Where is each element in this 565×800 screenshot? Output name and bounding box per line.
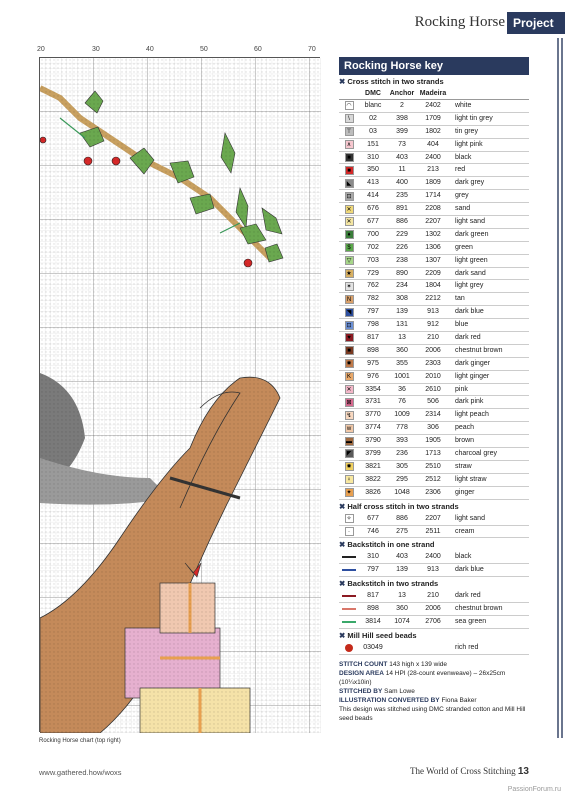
key-row: ⊡ 798 131 912 blue (339, 319, 529, 332)
symbol-swatch: ⊡ (346, 322, 352, 329)
key-row: ✕ 677 886 2207 light sand (339, 216, 529, 229)
key-row: ◠ blanc 2 2402 white (339, 100, 529, 113)
magazine-name: The World of Cross Stitching (410, 766, 516, 776)
key-row: ■ 898 360 2006 chestnut brown (339, 345, 529, 358)
key-row: ✸ 3821 305 2510 straw (339, 461, 529, 474)
symbol-swatch: ✦ (346, 490, 352, 497)
watermark: PassionForum.ru (507, 786, 561, 793)
key-section-title: ✖ Half cross stitch in two strands (339, 501, 459, 511)
key-row: 898 360 2006 chestnut brown (339, 603, 529, 616)
symbol-swatch: ✕ (346, 219, 352, 226)
backstitch-swatch (342, 569, 356, 571)
axis-tick: 40 (146, 46, 154, 53)
key-header: DMC Anchor Madeira (339, 88, 529, 100)
key-row: K 976 1001 2010 light ginger (339, 371, 529, 384)
symbol-swatch: \ (345, 114, 354, 123)
symbol-swatch: ◥ (345, 308, 354, 317)
key-row: ∧ 151 73 404 light pink (339, 139, 529, 152)
footer-magazine (410, 766, 529, 777)
symbol-swatch: ∧ (345, 140, 354, 149)
symbol-swatch: ◤ (345, 449, 354, 458)
symbol-swatch: ↯ (346, 412, 352, 419)
symbol-swatch: ✶ (346, 283, 352, 290)
key-section-title: ✖ Backstitch in two strands (339, 579, 439, 589)
symbol-swatch: ⊠ (346, 399, 352, 406)
key-row: ♥ 817 13 210 dark red (339, 332, 529, 345)
cross-stitch-chart (39, 57, 320, 732)
axis-tick: 60 (254, 46, 262, 53)
key-row: ✕ 676 891 2208 sand (339, 203, 529, 216)
key-table (339, 76, 529, 655)
stitched-by: Sam Lowe (384, 688, 415, 695)
key-row: 817 13 210 dark red (339, 590, 529, 603)
key-row: ⊤ 03 399 1802 tin grey (339, 126, 529, 139)
binding-edge (557, 38, 565, 738)
symbol-swatch: ★ (346, 271, 352, 278)
key-row: ⊠ 3731 76 506 dark pink (339, 396, 529, 409)
symbol-swatch: ✕ (346, 387, 352, 394)
key-row: · 746 275 2511 cream (339, 526, 529, 539)
key-row: ■ 310 403 2400 black (339, 152, 529, 165)
key-row: \ 02 398 1709 light tin grey (339, 113, 529, 126)
key-row: ✕ 3354 36 2610 pink (339, 384, 529, 397)
key-title: Rocking Horse key (339, 57, 529, 75)
symbol-swatch: ✕ (346, 206, 352, 213)
stitched-by-label: STITCHED BY (339, 688, 383, 695)
section-badge: Project (507, 12, 565, 34)
key-row: ✸ 975 355 2303 dark ginger (339, 358, 529, 371)
materials-note: This design was stitched using DMC stranded cotton and Mill Hill seed beads (339, 706, 526, 722)
symbol-swatch: ▽ (345, 256, 354, 265)
key-row: 03049 rich red (339, 642, 529, 655)
backstitch-swatch (342, 595, 356, 597)
project-details (339, 660, 529, 723)
key-row: 3814 1074 2706 sea green (339, 616, 529, 629)
symbol-swatch: ♀ (345, 475, 354, 484)
key-row: ♀ 3822 295 2512 light straw (339, 474, 529, 487)
symbol-swatch: ♥ (345, 333, 354, 342)
key-section-title: ✖ Mill Hill seed beads (339, 630, 417, 640)
illustration-by: Fiona Baker (441, 697, 477, 704)
symbol-swatch: ▬ (346, 438, 352, 445)
key-row: w 3774 778 306 peach (339, 422, 529, 435)
key-row: ⊡ 414 235 1714 grey (339, 190, 529, 203)
symbol-swatch: ⊤ (346, 129, 352, 136)
key-section-title: ✖ Cross stitch in two strands (339, 77, 444, 86)
backstitch-swatch (342, 556, 356, 558)
key-row: $ 702 226 1306 green (339, 242, 529, 255)
key-section-title: ✖ Backstitch in one strand (339, 540, 435, 550)
symbol-swatch: ■ (345, 153, 354, 162)
symbol-swatch: ◣ (345, 179, 354, 188)
backstitch-swatch (342, 608, 356, 610)
design-area-label: DESIGN AREA (339, 670, 384, 677)
page-header (0, 10, 565, 36)
key-row: ◤ 3799 236 1713 charcoal grey (339, 448, 529, 461)
symbol-swatch: K (345, 372, 354, 381)
key-row: N 782 308 2212 tan (339, 293, 529, 306)
axis-tick: 30 (92, 46, 100, 53)
key-row: ↯ 3770 1009 2314 light peach (339, 409, 529, 422)
key-row: ▬ 3790 393 1905 brown (339, 435, 529, 448)
key-row: ✧ 677 886 2207 light sand (339, 513, 529, 526)
symbol-swatch: ✸ (346, 361, 352, 368)
backstitch-swatch (342, 621, 356, 623)
symbol-swatch: ■ (345, 166, 354, 175)
symbol-swatch: ■ (345, 346, 354, 355)
key-row: ▽ 703 238 1307 light green (339, 255, 529, 268)
symbol-swatch: ⊡ (346, 193, 352, 200)
symbol-swatch: N (345, 295, 354, 304)
symbol-swatch: · (345, 527, 354, 536)
page-title: Rocking Horse (414, 14, 505, 30)
key-row: ★ 729 890 2209 dark sand (339, 268, 529, 281)
symbol-swatch: w (345, 424, 354, 433)
stitch-count-label: STITCH COUNT (339, 661, 388, 668)
stitch-count: 143 high x 139 wide (389, 661, 448, 668)
page-number: 13 (517, 766, 529, 777)
footer-url[interactable]: www.gathered.how/woxs (39, 768, 122, 777)
symbol-swatch: $ (345, 243, 354, 252)
chart-caption: Rocking Horse chart (top right) (39, 738, 121, 744)
symbol-swatch: ♦ (345, 230, 354, 239)
axis-tick: 50 (200, 46, 208, 53)
key-row: 310 403 2400 black (339, 551, 529, 564)
symbol-swatch: ◠ (346, 103, 352, 110)
key-row: 797 139 913 dark blue (339, 564, 529, 577)
stitch-key (339, 57, 529, 655)
design-area: 14 HPI (28-count evenweave) – 26x25cm (10¼x10in) (339, 670, 506, 686)
key-row: ◥ 797 139 913 dark blue (339, 306, 529, 319)
bead-swatch (345, 644, 353, 652)
key-row: ✦ 3826 1048 2306 ginger (339, 487, 529, 500)
illustration-label: ILLUSTRATION CONVERTED BY (339, 697, 440, 704)
key-row: ✶ 762 234 1804 light grey (339, 280, 529, 293)
key-row: ♦ 700 229 1302 dark green (339, 229, 529, 242)
symbol-swatch: ✸ (346, 464, 352, 471)
symbol-swatch: ✧ (346, 516, 352, 523)
key-row: ◣ 413 400 1809 dark grey (339, 177, 529, 190)
axis-tick: 20 (37, 46, 45, 53)
key-row: ■ 350 11 213 red (339, 164, 529, 177)
axis-tick: 70 (308, 46, 316, 53)
chart-graphic (40, 58, 321, 733)
